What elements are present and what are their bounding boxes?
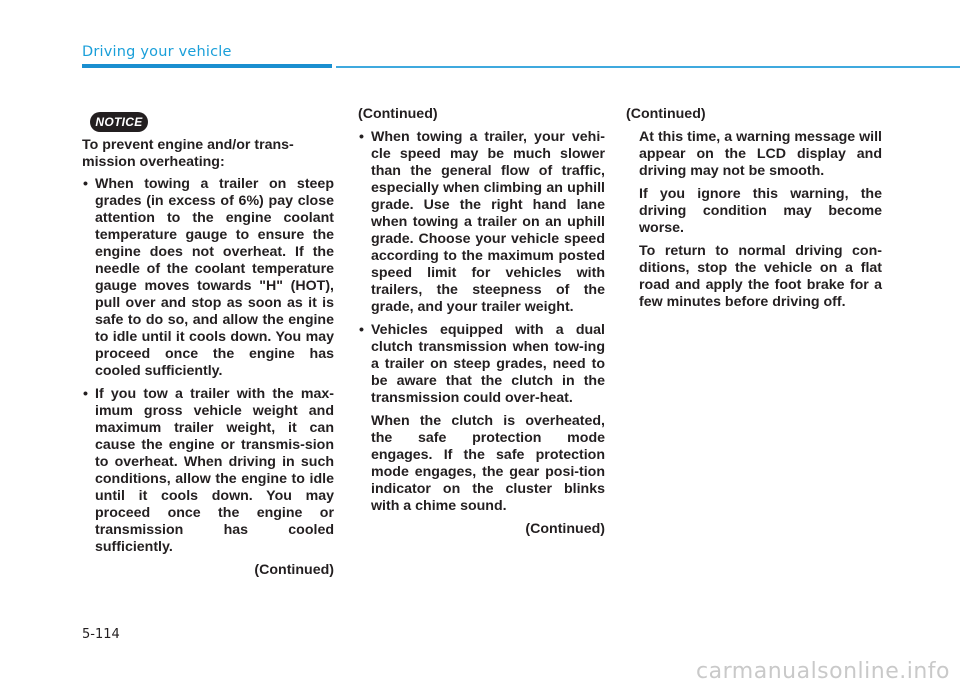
list-item-text: When towing a trailer on steep grades (in excess of 6%) pay close attention to the engine coolant temperature gauge to ensure the engine does not overheat. If the needle of the coolant temperature gauge moves towards "H" (HOT), pull over and stop as soon as it is safe to do so, and allow the engine to idle until it cools down. You may proceed once the engine has cooled sufficiently. <box>95 176 334 379</box>
list-item <box>358 322 605 407</box>
column-2 <box>358 106 605 538</box>
list-item <box>358 129 605 316</box>
column-1-heading: To prevent engine and/or trans-mission overheating: <box>82 137 294 170</box>
notice-badge: NOTICE <box>90 112 148 132</box>
list-item-text: Vehicles equipped with a dual clutch transmission when tow-ing a trailer on steep grades, need to be aware that the clutch in the transmission could over-heat. <box>371 322 605 406</box>
list-item <box>82 176 334 380</box>
section-title: Driving your vehicle <box>82 44 232 60</box>
column-1-list <box>82 176 334 556</box>
page-number: 5-114 <box>82 627 120 642</box>
bullet-icon: • <box>83 386 88 402</box>
continued-label: (Continued) <box>626 106 706 122</box>
continued-label: (Continued) <box>525 521 605 537</box>
list-item <box>82 386 334 556</box>
column-1 <box>82 137 334 579</box>
bullet-icon: • <box>83 176 88 192</box>
column-3-paragraph: To return to normal driving con-ditions, stop the vehicle on a flat road and apply the foot brake for a few minutes before driving off. <box>639 243 882 310</box>
column-3 <box>626 106 882 317</box>
column-2-paragraph: When the clutch is overheated, the safe protection mode engages. If the safe protection mode engages, the gear posi-tion indicator on the cluster blinks with a chime sound. <box>371 413 605 514</box>
bullet-icon: • <box>359 129 364 145</box>
continued-label: (Continued) <box>358 106 438 122</box>
list-item-text: If you tow a trailer with the max-imum gross vehicle weight and maximum trailer weight, it can cause the engine or transmis-sion to overheat. When driving in such conditions, allow the engine to idle until it cools down. You may proceed once the engine or transmission has cooled sufficiently. <box>95 386 334 555</box>
column-3-paragraph: If you ignore this warning, the driving condition may become worse. <box>639 186 882 236</box>
header-rule-thick <box>82 64 332 68</box>
list-item-text: When towing a trailer, your vehi-cle speed may be much slower than the general flow of traffic, especially when climbing an uphill grade. Use the right hand lane when towing a trailer on an uphill grade. Choose your vehicle speed according to the maximum posted speed limit for vehicles with trailers, the steepness of the grade, and your trailer weight. <box>371 129 605 315</box>
continued-label: (Continued) <box>254 562 334 578</box>
column-3-paragraph: At this time, a warning message will appear on the LCD display and driving may not be smooth. <box>639 129 882 179</box>
watermark: carmanualsonline.info <box>696 659 950 684</box>
column-2-list <box>358 129 605 407</box>
bullet-icon: • <box>359 322 364 338</box>
header-rule-thin <box>336 66 960 68</box>
